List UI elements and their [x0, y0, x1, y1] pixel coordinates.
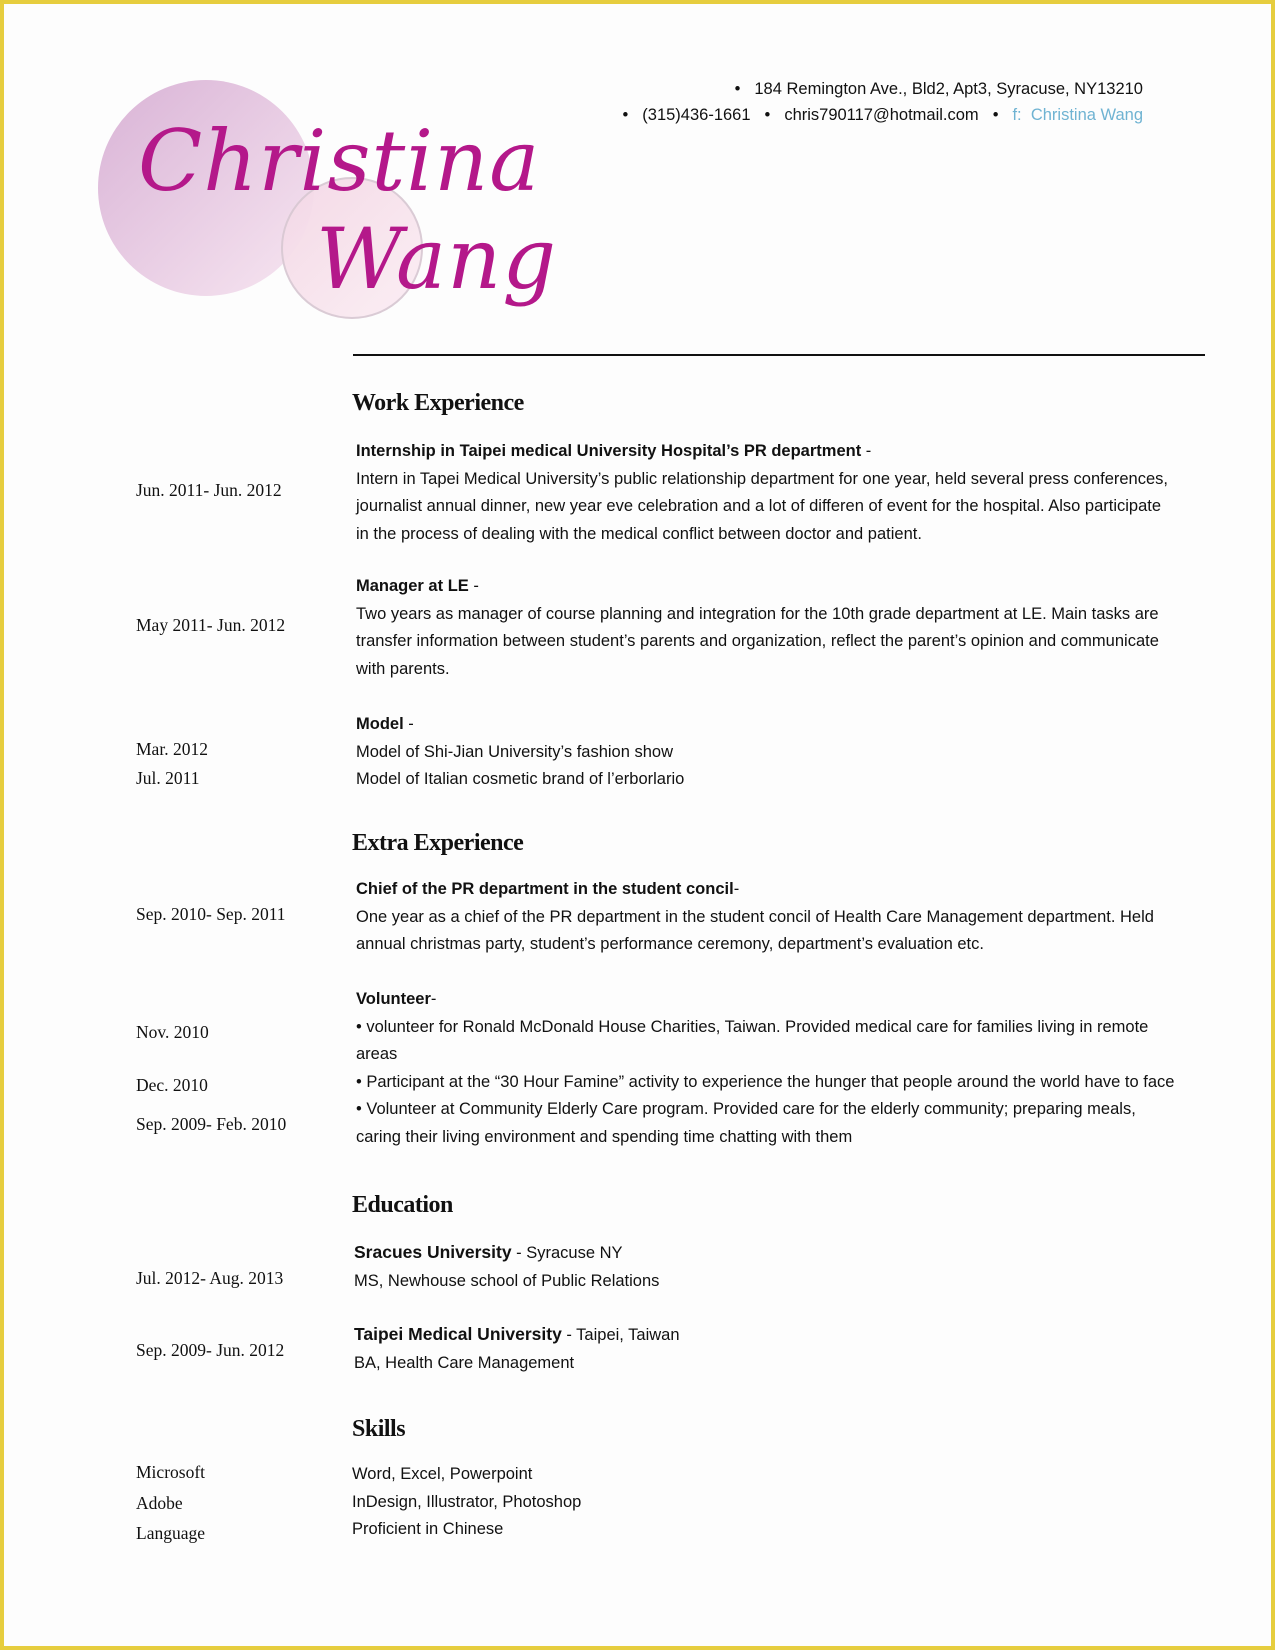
skill-label: Microsoft [136, 1462, 206, 1482]
entry-line: Model of Shi-Jian University’s fashion show [356, 742, 674, 761]
education-entry [354, 1321, 1204, 1377]
skill-value: Word, Excel, Powerpoint [352, 1465, 533, 1483]
skill-label: Adobe [136, 1493, 183, 1513]
header-divider [353, 354, 1205, 356]
entry-title-suffix: - [861, 442, 872, 460]
work-date: Jul. 2011 [136, 768, 200, 788]
entry-line: Model of Italian cosmetic brand of l’erborlario [356, 770, 685, 788]
entry-line: One year as a chief of the PR department in the student concil of Health Care Management department. Held [356, 907, 1154, 926]
address-line [735, 80, 1143, 99]
skills-heading: Skills [352, 1416, 406, 1442]
email[interactable]: chris790117@hotmail.com [784, 106, 979, 124]
extra-experience-heading: Extra Experience [352, 830, 524, 856]
work-date: Mar. 2012 [136, 739, 208, 759]
work-date: Jun. 2011- Jun. 2012 [136, 480, 282, 500]
phone: (315)436-1661 [642, 106, 751, 124]
last-name: Wang [316, 210, 557, 308]
degree: MS, Newhouse school of Public Relations [354, 1271, 660, 1290]
education-entry [354, 1239, 1204, 1295]
extra-date: Sep. 2009- Feb. 2010 [136, 1114, 287, 1134]
entry-line: journalist annual dinner, new year eve celebration and a lot of differen of event for the hospital. Also participate [356, 497, 1162, 515]
entry-line: with parents. [356, 659, 450, 678]
entry-title-suffix: - [430, 990, 437, 1008]
entry-line: caring their living environment and spending time chatting with them [356, 1127, 853, 1146]
entry-title: Model [356, 715, 404, 733]
school-location: - Taipei, Taiwan [561, 1326, 680, 1344]
entry-title: Volunteer [356, 990, 431, 1008]
extra-date: Dec. 2010 [136, 1075, 208, 1095]
skill-value: Proficient in Chinese [352, 1520, 504, 1538]
bullet: • [622, 106, 629, 124]
entry-line: in the process of dealing with the medical conflict between doctor and patient. [356, 524, 922, 543]
entry-line: • Participant at the “30 Hour Famine” activity to experience the hunger that people around the world have to face [356, 1072, 1175, 1091]
entry-line: • volunteer for Ronald McDonald House Charities, Taiwan. Provided medical care for families living in remote [356, 1017, 1149, 1036]
entry-title: Internship in Taipei medical University Hospital’s PR department [356, 442, 862, 460]
entry-title: Chief of the PR department in the student concil [356, 880, 734, 898]
education-date: Jul. 2012- Aug. 2013 [136, 1268, 284, 1288]
education-date: Sep. 2009- Jun. 2012 [136, 1340, 285, 1360]
school-location: - Syracuse NY [511, 1244, 623, 1262]
entry-line: Two years as manager of course planning and integration for the 10th grade department at LE. Main tasks are [356, 604, 1159, 623]
extra-entry [356, 986, 1206, 1151]
work-entry [356, 573, 1206, 683]
entry-line: transfer information between student’s parents and organization, reflect the parent’s opinion and communicate [356, 632, 1159, 650]
first-name: Christina [138, 112, 541, 210]
entry-title-suffix: - [733, 880, 740, 898]
entry-title-suffix: - [468, 577, 479, 595]
degree: BA, Health Care Management [354, 1353, 575, 1372]
entry-title: Manager at LE [356, 577, 469, 595]
school-name: Taipei Medical University [354, 1324, 562, 1344]
education-heading: Education [352, 1192, 453, 1218]
facebook-link[interactable]: Christina Wang [1030, 106, 1143, 124]
skill-value: InDesign, Illustrator, Photoshop [352, 1493, 582, 1511]
school-name: Sracues University [354, 1242, 512, 1262]
bullet: • [992, 106, 999, 124]
extra-date: Nov. 2010 [136, 1022, 209, 1042]
extra-entry [356, 876, 1206, 959]
address: 184 Remington Ave., Bld2, Apt3, Syracuse, NY13210 [754, 80, 1143, 98]
work-entry [356, 711, 1206, 794]
facebook-prefix: f: [1012, 106, 1022, 124]
extra-date: Sep. 2010- Sep. 2011 [136, 904, 286, 924]
entry-line: annual christmas party, student’s performance ceremony, department’s evaluation etc. [356, 935, 984, 953]
entry-line: areas [356, 1045, 398, 1063]
work-date: May 2011- Jun. 2012 [136, 615, 286, 635]
bullet: • [764, 106, 771, 124]
entry-line: Intern in Tapei Medical University’s public relationship department for one year, held several press conferences, [356, 469, 1168, 488]
skill-label: Language [136, 1523, 205, 1543]
entry-title-suffix: - [403, 715, 414, 733]
entry-line: • Volunteer at Community Elderly Care program. Provided care for the elderly community; preparing meals, [356, 1100, 1136, 1118]
contact-line [623, 106, 1144, 125]
work-experience-heading: Work Experience [352, 390, 524, 416]
bullet: • [734, 80, 741, 98]
work-entry [356, 438, 1206, 548]
